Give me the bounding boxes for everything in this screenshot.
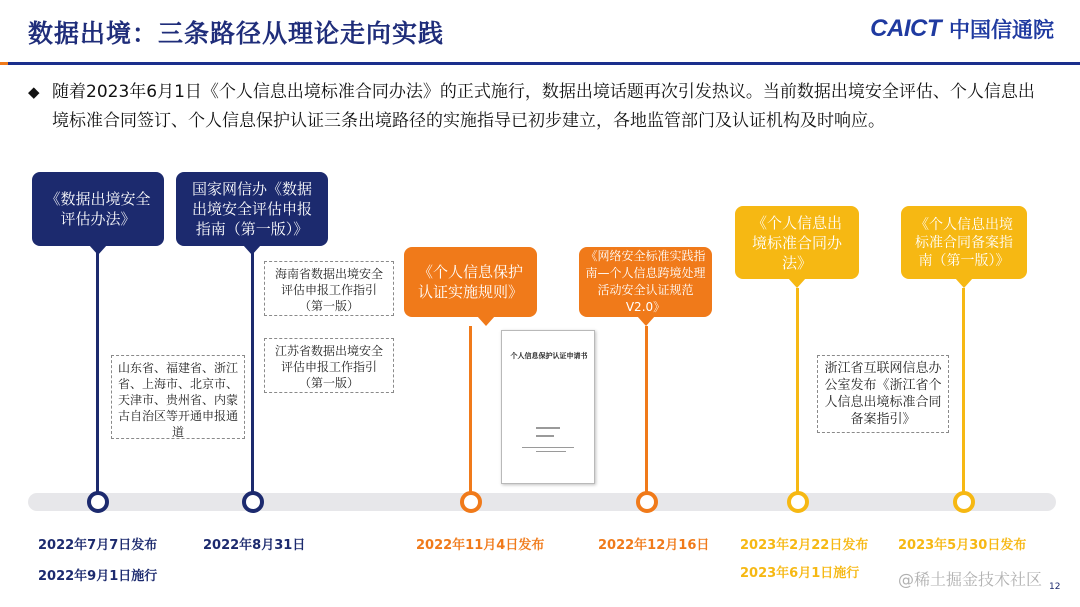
connector-line-6 [962, 288, 965, 500]
document-line [536, 451, 566, 452]
timeline-bar [28, 493, 1056, 511]
milestone-box-2 [176, 172, 328, 246]
milestone-label-1: 《数据出境安全评估办法》 [45, 190, 151, 228]
timeline-dot-3 [460, 491, 482, 513]
milestone-date-2: 2022年8月31日 [203, 538, 306, 553]
milestone-label-6: 《个人信息出境标准合同备案指南（第一版）》 [915, 216, 1013, 269]
milestone-box-4 [579, 247, 712, 317]
jiangsu-note [264, 338, 394, 393]
jiangsu-note-text: 江苏省数据出境安全评估申报工作指引（第一版） [274, 344, 383, 390]
hainan-note [264, 261, 394, 316]
certification-application-document [501, 330, 595, 484]
milestone-date-1b: 2022年9月1日施行 [38, 569, 158, 584]
timeline-dot-6 [953, 491, 975, 513]
logo-text-en: CAICT [870, 15, 941, 42]
document-line [536, 427, 560, 429]
timeline-dot-1 [87, 491, 109, 513]
milestone-box-5 [735, 206, 859, 279]
zhejiang-note [817, 355, 949, 433]
milestone-label-4: 《网络安全标准实践指南—个人信息跨境处理活动安全认证规范V2.0》 [585, 249, 706, 314]
header-divider-accent [0, 62, 8, 65]
page-number: 12 [1049, 582, 1061, 592]
connector-line-1 [96, 244, 99, 500]
milestone-date-5b: 2023年6月1日施行 [740, 566, 860, 581]
milestone-box-6 [901, 206, 1027, 279]
milestone-label-5: 《个人信息出境标准合同办法》 [751, 213, 842, 272]
connector-line-5 [796, 288, 799, 500]
header-divider [0, 62, 1080, 65]
provinces-note [111, 355, 245, 439]
timeline-dot-2 [242, 491, 264, 513]
watermark: @稀土掘金技术社区 [898, 570, 1043, 589]
diamond-bullet-icon: ◆ [28, 83, 40, 101]
caict-logo [870, 14, 1054, 44]
logo-text-cn: 中国信通院 [949, 18, 1054, 42]
connector-line-3 [469, 326, 472, 500]
milestone-label-2: 国家网信办《数据出境安全评估申报指南（第一版）》 [191, 180, 312, 238]
intro-text: 随着2023年6月1日《个人信息出境标准合同办法》的正式施行，数据出境话题再次引发热议。当前数据出境安全评估、个人信息出境标准合同签订、个人信息保护认证三条出境路径的实施指导已初步建立，各地监管部门及认证机构及时响应。 [52, 82, 1035, 131]
milestone-date-4: 2022年12月16日 [598, 538, 710, 553]
milestone-date-3: 2022年11月4日发布 [416, 538, 545, 553]
timeline-dot-5 [787, 491, 809, 513]
connector-line-2 [251, 244, 254, 500]
document-line [522, 447, 574, 448]
milestone-date-5a: 2023年2月22日发布 [740, 538, 869, 553]
timeline-dot-4 [636, 491, 658, 513]
intro-paragraph [28, 78, 1042, 136]
milestone-label-3: 《个人信息保护认证实施规则》 [417, 263, 523, 301]
document-line [536, 435, 554, 437]
milestone-box-3 [404, 247, 537, 317]
milestone-date-1a: 2022年7月7日发布 [38, 538, 158, 553]
zhejiang-note-text: 浙江省互联网信息办公室发布《浙江省个人信息出境标准合同备案指引》 [824, 361, 942, 427]
connector-line-4 [645, 326, 648, 500]
milestone-box-1 [32, 172, 164, 246]
provinces-note-text: 山东省、福建省、浙江省、上海市、北京市、天津市、贵州省、内蒙古自治区等开通申报通道 [118, 361, 239, 439]
hainan-note-text: 海南省数据出境安全评估申报工作指引（第一版） [274, 267, 383, 313]
page-title: 数据出境：三条路径从理论走向实践 [28, 19, 445, 48]
document-title: 个人信息保护认证申请书 [510, 352, 588, 360]
milestone-date-6: 2023年5月30日发布 [898, 538, 1027, 553]
